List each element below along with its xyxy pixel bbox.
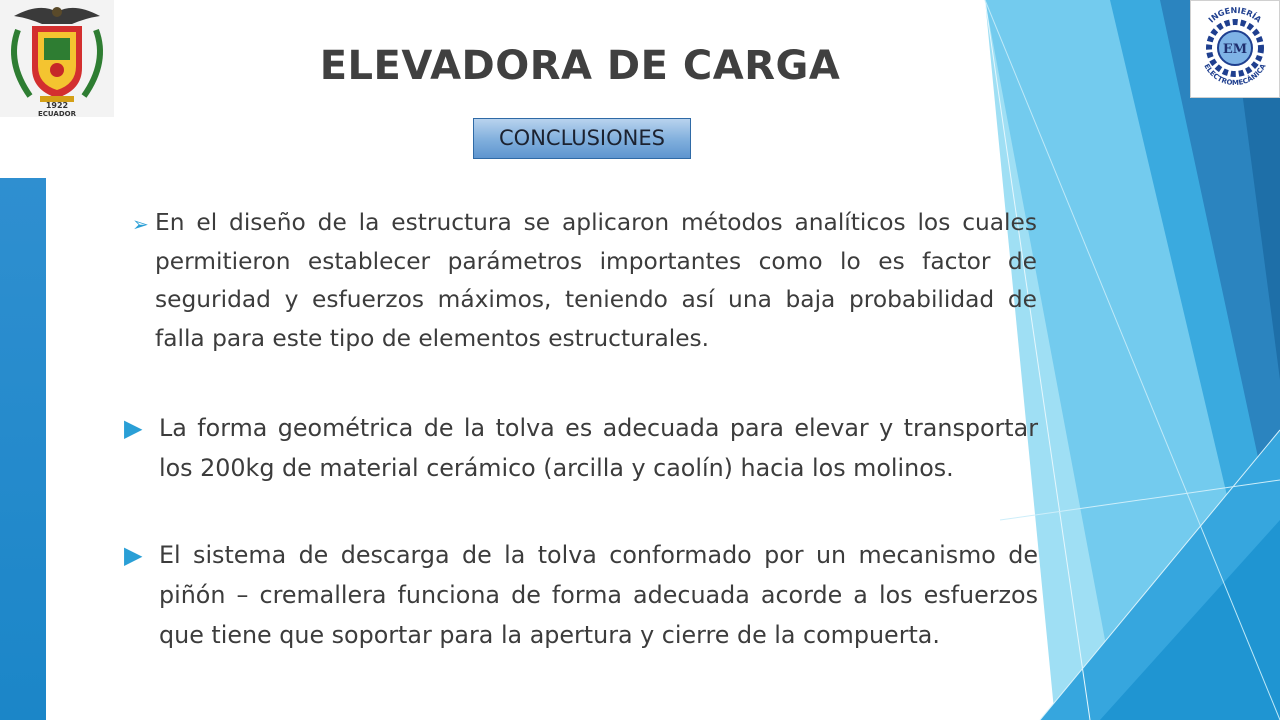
coat-of-arms-icon (0, 0, 114, 117)
section-label: CONCLUSIONES (473, 118, 691, 159)
logo-arc-top: INGENIERÍA (1206, 5, 1264, 25)
logo-arc-bottom: ELECTROMECÁNICA (1202, 62, 1268, 88)
bullet-item (124, 408, 1038, 488)
triangle-bullet-icon: ▶ (124, 541, 143, 569)
logo-badge: EM (1222, 42, 1248, 57)
logo-country: ECUADOR (38, 110, 76, 117)
bullet-item (132, 204, 1037, 358)
institution-logo (0, 0, 114, 117)
triangle-bullet-icon: ▶ (124, 414, 143, 442)
bullet-text: El sistema de descarga de la tolva conformado por un mecanismo de piñón – cremallera funciona de forma adecuada acorde a los esfuerzos que tiene que soportar para la apertura y cierre de la compuerta. (159, 541, 1038, 649)
bullet-text: La forma geométrica de la tolva es adecuada para elevar y transportar los 200kg de material cerámico (arcilla y caolín) hacia los molinos. (159, 414, 1038, 482)
bullet-item (124, 535, 1038, 655)
logo-year: 1922 (45, 101, 69, 110)
gear-emblem-icon (1191, 1, 1279, 97)
bullet-text: En el diseño de la estructura se aplicaron métodos analíticos los cuales permitieron establecer parámetros importantes como lo es factor de seguridad y esfuerzos máximos, teniendo así una baja probabilidad de falla para este tipo de elementos estructurales. (155, 209, 1037, 352)
arrow-bullet-icon: ➢ (132, 212, 149, 236)
page-title: ELEVADORA DE CARGA (319, 43, 841, 89)
department-logo (1190, 0, 1280, 98)
left-accent-strip (0, 178, 46, 720)
